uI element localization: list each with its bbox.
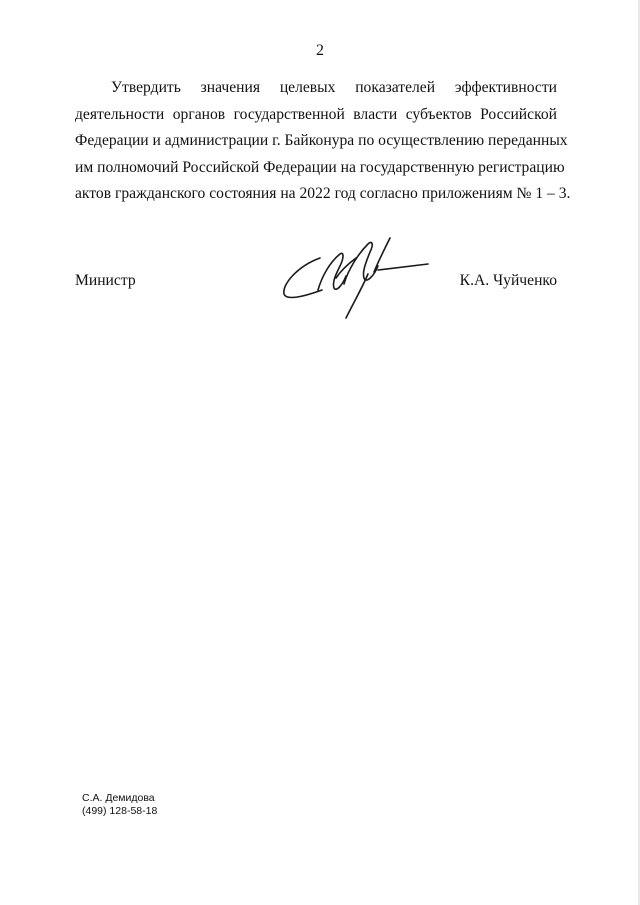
page-number: 2: [316, 42, 324, 59]
signer-name: К.А. Чуйченко: [459, 272, 557, 289]
resolution-paragraph: [75, 75, 571, 208]
paragraph-line: актов гражданского состояния на 2022 год согласно приложениям № 1 – 3.: [75, 185, 571, 202]
signer-position: Министр: [75, 272, 136, 289]
paragraph-line: Утвердить значения целевых показателей эффективности: [111, 79, 557, 96]
executor-info: [82, 792, 157, 818]
handwritten-signature-icon: [278, 226, 438, 326]
paragraph-line: им полномочий Российской Федерации на государственную регистрацию: [75, 158, 565, 176]
executor-phone: (499) 128-58-18: [82, 805, 158, 817]
paragraph-line: Федерации и администрации г. Байконура по осуществлению переданных: [75, 132, 568, 149]
paragraph-line: деятельности органов государственной власти субъектов Российской: [75, 105, 557, 123]
executor-name: С.А. Демидова: [82, 792, 155, 804]
